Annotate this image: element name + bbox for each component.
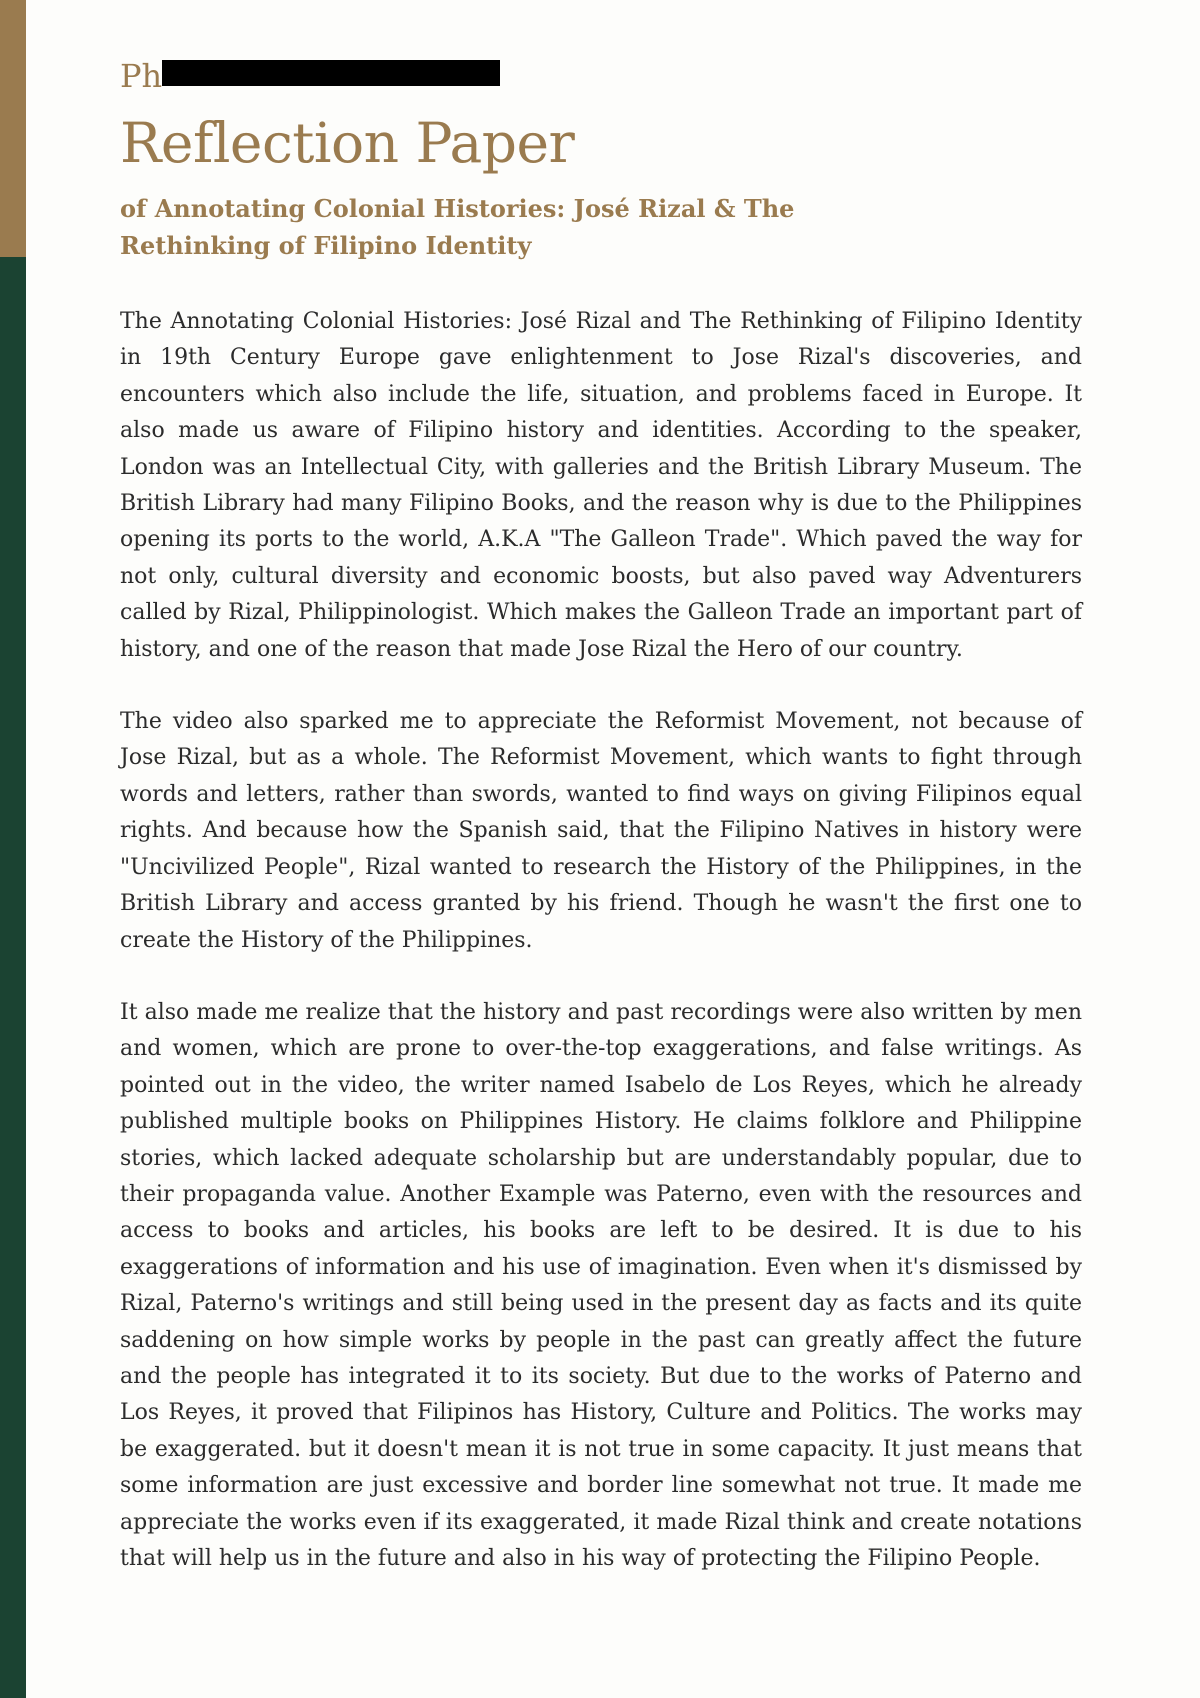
author-name-visible: Ph <box>120 57 163 95</box>
page-subtitle: of Annotating Colonial Histories: José Rizal & The Rethinking of Filipino Identity <box>120 194 795 260</box>
paragraph-1: The Annotating Colonial Histories: José Rizal and The Rethinking of Filipino Identity in 19th Century Europe gave enlightenment to Jose Rizal's discoveries, and encounters which also include the life, situation, and problems faced in Europe. It also made us aware of Filipino history and identities. According to the speaker, London was an Intellectual City, with galleries and the British Library Museum. The British Library had many Filipino Books, and the reason why is due to the Philippines opening its ports to the world, A.K.A "The Galleon Trade". Which paved the way for not only, cultural diversity and economic boosts, but also paved way Adventurers called by Rizal, Philippinologist. Which makes the Galleon Trade an important part of history, and one of the reason that made Jose Rizal the Hero of our country. <box>120 309 1082 662</box>
sidebar-accent-tan <box>0 0 26 257</box>
redaction-bar <box>162 60 500 86</box>
sidebar-accent-green <box>0 257 26 1698</box>
author-line <box>120 52 1082 100</box>
paragraph-2: The video also sparked me to appreciate the Reformist Movement, not because of Jose Rizal, but as a whole. The Reformist Movement, which wants to fight through words and letters, rather than swords, wanted to find ways on giving Filipinos equal rights. And because how the Spanish said, that the Filipino Natives in history were "Uncivilized People", Rizal wanted to research the History of the Philippines, in the British Library and access granted by his friend. Though he wasn't the first one to create the History of the Philippines. <box>120 709 1082 953</box>
page-title: Reflection Paper <box>120 111 575 175</box>
paragraph-3: It also made me realize that the history and past recordings were also written by men and women, which are prone to over-the-top exaggerations, and false writings. As pointed out in the video, the writer named Isabelo de Los Reyes, which he already published multiple books on Philippines History. He claims folklore and Philippine stories, which lacked adequate scholarship but are understandably popular, due to their propaganda value. Another Example was Paterno, even with the resources and access to books and articles, his books are left to be desired. It is due to his exaggerations of information and his use of imagination. Even when it's dismissed by Rizal, Paterno's writings and still being used in the present day as facts and its quite saddening on how simple works by people in the past can greatly affect the future and the people has integrated it to its society. But due to the works of Paterno and Los Reyes, it proved that Filipinos has History, Culture and Politics. The works may be exaggerated. but it doesn't mean it is not true in some capacity. It just means that some information are just excessive and border line somewhat not true. It made me appreciate the works even if its exaggerated, it made Rizal think and create notations that will help us in the future and also in his way of protecting the Filipino People. <box>120 999 1082 1571</box>
body-text <box>120 304 1082 1577</box>
document-page <box>120 52 1082 1613</box>
